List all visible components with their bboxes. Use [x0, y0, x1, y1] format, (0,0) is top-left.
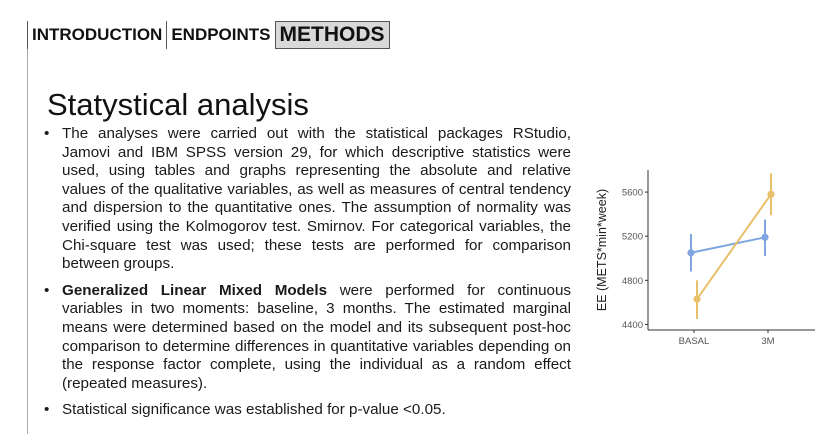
- bullet-list: [44, 125, 571, 428]
- bullet-text: The analyses were carried out with the statistical packages RStudio, Jamovi and IBM SPSS version 29, for which descriptive statistics were used, using tables and graphs representing the absolute and relative values of the qualitative variables, as well as measures of central tendency and dispersion to the quantitative ones. The assumption of normality was verified using the Kolmogorov test. Smirnov. For categorical variables, the Chi-square test was used; these tests are performed for comparison between groups.: [62, 125, 571, 273]
- y-axis-label: EE (METS*min*week): [595, 188, 609, 312]
- bullet-text: were performed for continuous variables in two moments: baseline, 3 months. The estimated marginal means were determined based on the model and its subsequent post-hoc comparison to determine differences in quantitative variables depending on the response factor complete, using the individual as a random effect (repeated measures).: [62, 281, 571, 392]
- section-tabs: [27, 21, 390, 49]
- y-tick-label: 4800: [621, 275, 643, 287]
- series-line: [691, 237, 765, 252]
- data-point: [693, 296, 700, 303]
- bullet-dot-icon: •: [44, 281, 50, 299]
- slide-title: Statystical analysis: [47, 86, 309, 122]
- bullet-dot-icon: •: [44, 125, 50, 142]
- x-tick-label: BASAL: [678, 336, 710, 347]
- data-point: [687, 249, 694, 256]
- series-line: [697, 194, 771, 299]
- ee-chart: [590, 168, 830, 353]
- bullet-item-1: [44, 125, 571, 274]
- bullet-bold: Generalized Linear Mixed Models: [62, 281, 328, 299]
- tab-endpoints[interactable]: ENDPOINTS: [166, 21, 274, 49]
- y-tick-label: 5600: [621, 187, 643, 199]
- x-tick-label: 3M: [761, 336, 775, 347]
- y-tick-label: 5200: [621, 231, 643, 243]
- bullet-item-2: [44, 282, 571, 394]
- bullet-item-3: [44, 401, 571, 420]
- tab-introduction[interactable]: INTRODUCTION: [27, 21, 166, 49]
- data-point: [767, 191, 774, 198]
- data-point: [761, 234, 768, 241]
- y-tick-label: 4400: [621, 319, 643, 331]
- bullet-dot-icon: •: [44, 401, 50, 419]
- left-divider: [27, 49, 28, 434]
- tab-methods[interactable]: METHODS: [275, 21, 390, 49]
- bullet-text: Statistical significance was established for p-value <0.05.: [62, 401, 446, 419]
